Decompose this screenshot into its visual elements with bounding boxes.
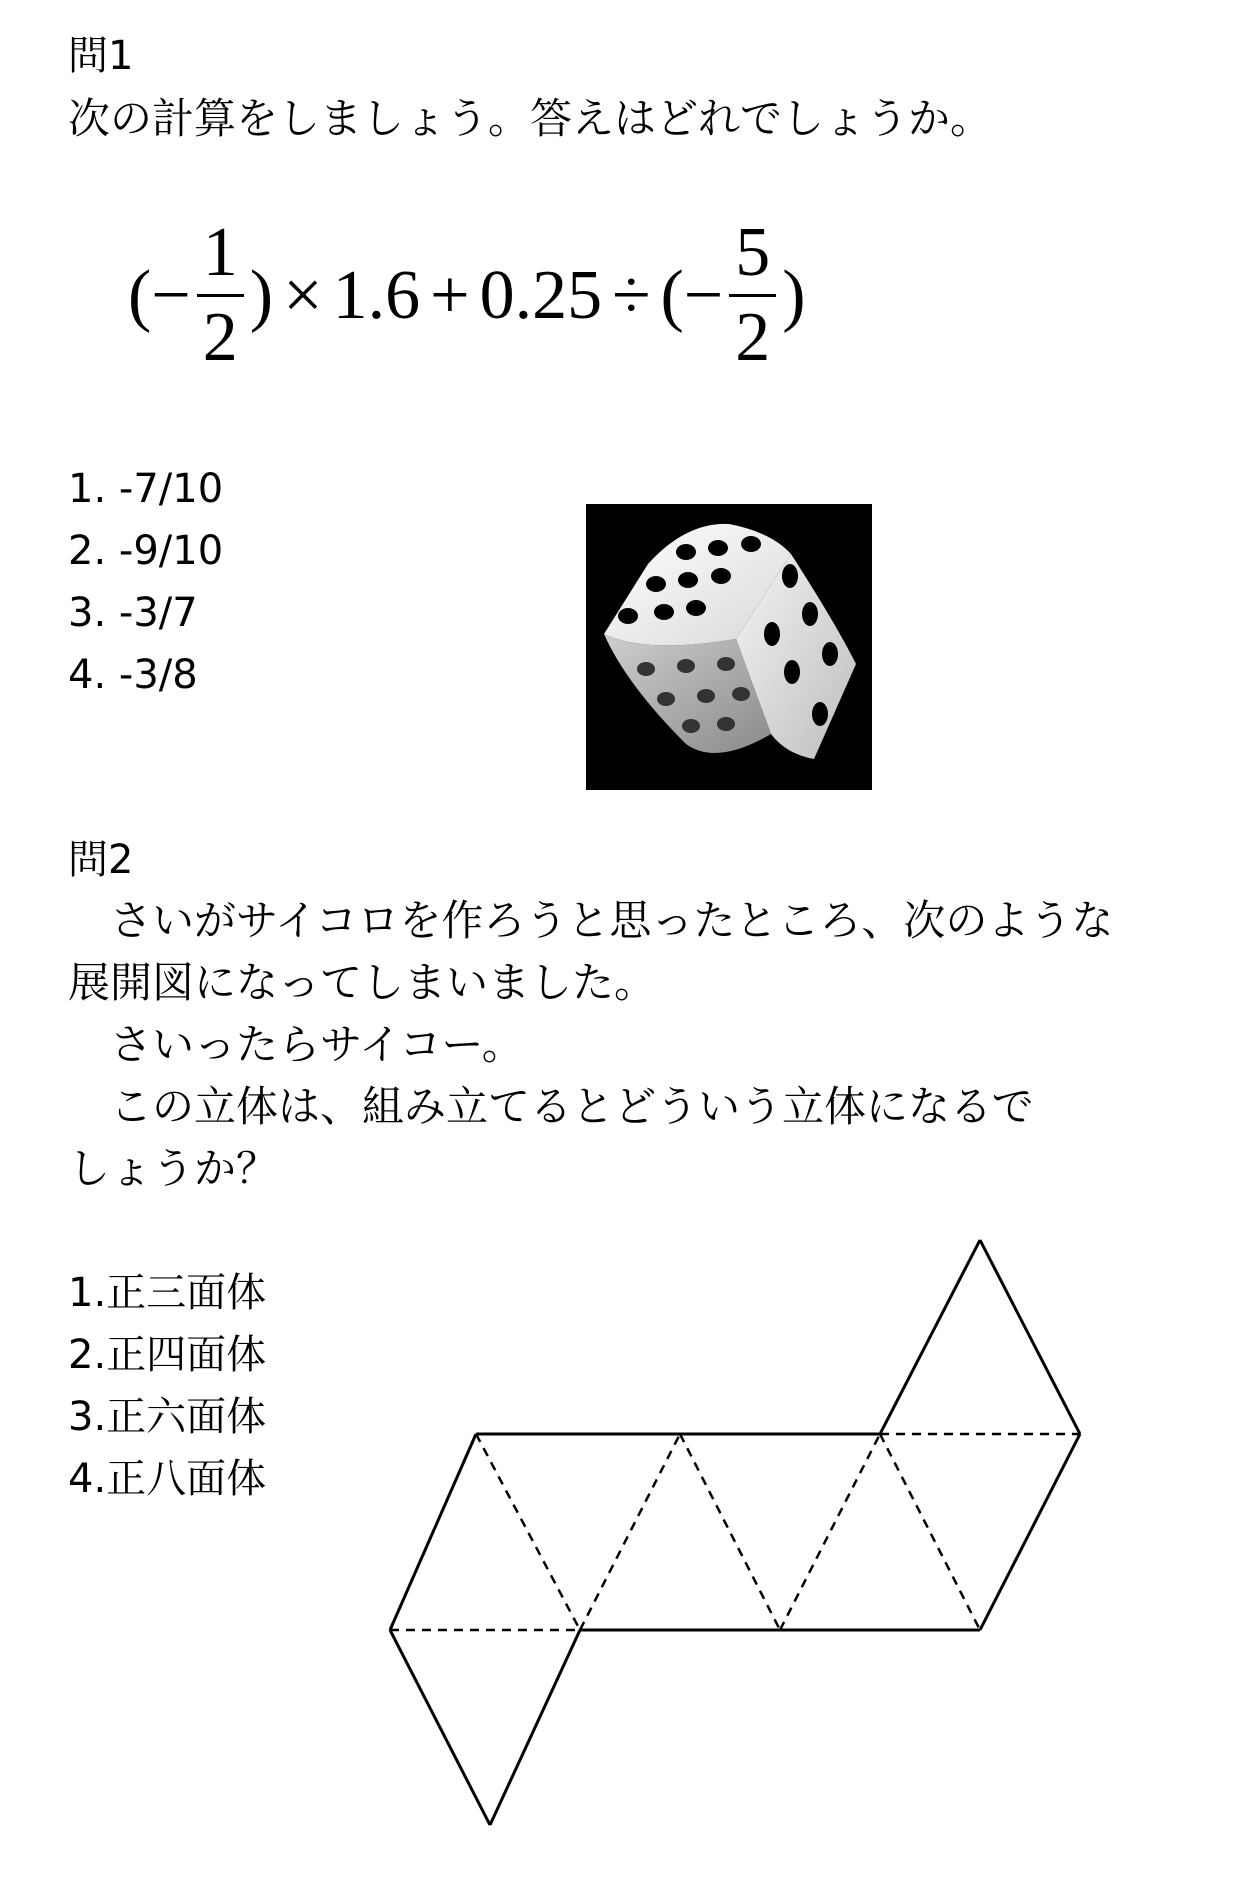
q2-options [68,1262,266,1510]
expr-close-paren-1: ) [249,256,274,334]
expr-open-paren-2: (− [660,256,724,334]
expr-close-paren-2: ) [782,256,806,334]
fraction-numerator: 1 [202,214,238,291]
number-0-25: 0.25 [479,256,603,334]
expr-open-paren-1: (− [128,256,191,334]
octahedron-net [380,1230,1100,1840]
dice-icon [586,504,872,790]
q2-paragraph-4: この立体は、組み立てるとどういう立体になるで [68,1082,1034,1131]
q1-option-2[interactable]: 2. -9/10 [68,528,224,574]
fraction-one-half [197,214,244,376]
q1-option-4[interactable]: 4. -3/8 [68,652,198,698]
net-lines-icon [380,1230,1100,1840]
dice-image [586,504,872,790]
plus-sign: + [430,256,470,334]
times-sign: × [283,256,323,334]
q2-paragraph-5: しょうか？ [68,1144,279,1193]
q2-title: 問2 [68,837,134,883]
q1-expression [128,214,806,376]
q2-paragraph-3: さいったらサイコー。 [68,1020,524,1069]
q2-option-4[interactable]: 4.正八面体 [68,1456,267,1502]
q2-paragraph-1: さいがサイコロを作ろうと思ったところ、次のような [68,896,1114,945]
divide-sign: ÷ [612,256,651,334]
q2-option-2[interactable]: 2.正四面体 [68,1332,267,1378]
q2-paragraph-2: 展開図になってしまいました。 [68,958,657,1007]
fraction-five-halves [729,214,776,376]
fraction-denominator: 2 [197,294,244,373]
q1-options [68,458,223,706]
q2-option-3[interactable]: 3.正六面体 [68,1394,267,1440]
q1-prompt: 次の計算をしましょう。答えはどれでしょうか。 [68,94,993,143]
q2-option-1[interactable]: 1.正三面体 [68,1270,267,1316]
fraction-denominator: 2 [729,294,776,373]
number-1-6: 1.6 [332,256,421,334]
q1-title: 問1 [68,33,134,79]
fraction-numerator: 5 [735,214,771,291]
q1-option-1[interactable]: 1. -7/10 [68,466,224,512]
q1-option-3[interactable]: 3. -3/7 [68,590,198,636]
